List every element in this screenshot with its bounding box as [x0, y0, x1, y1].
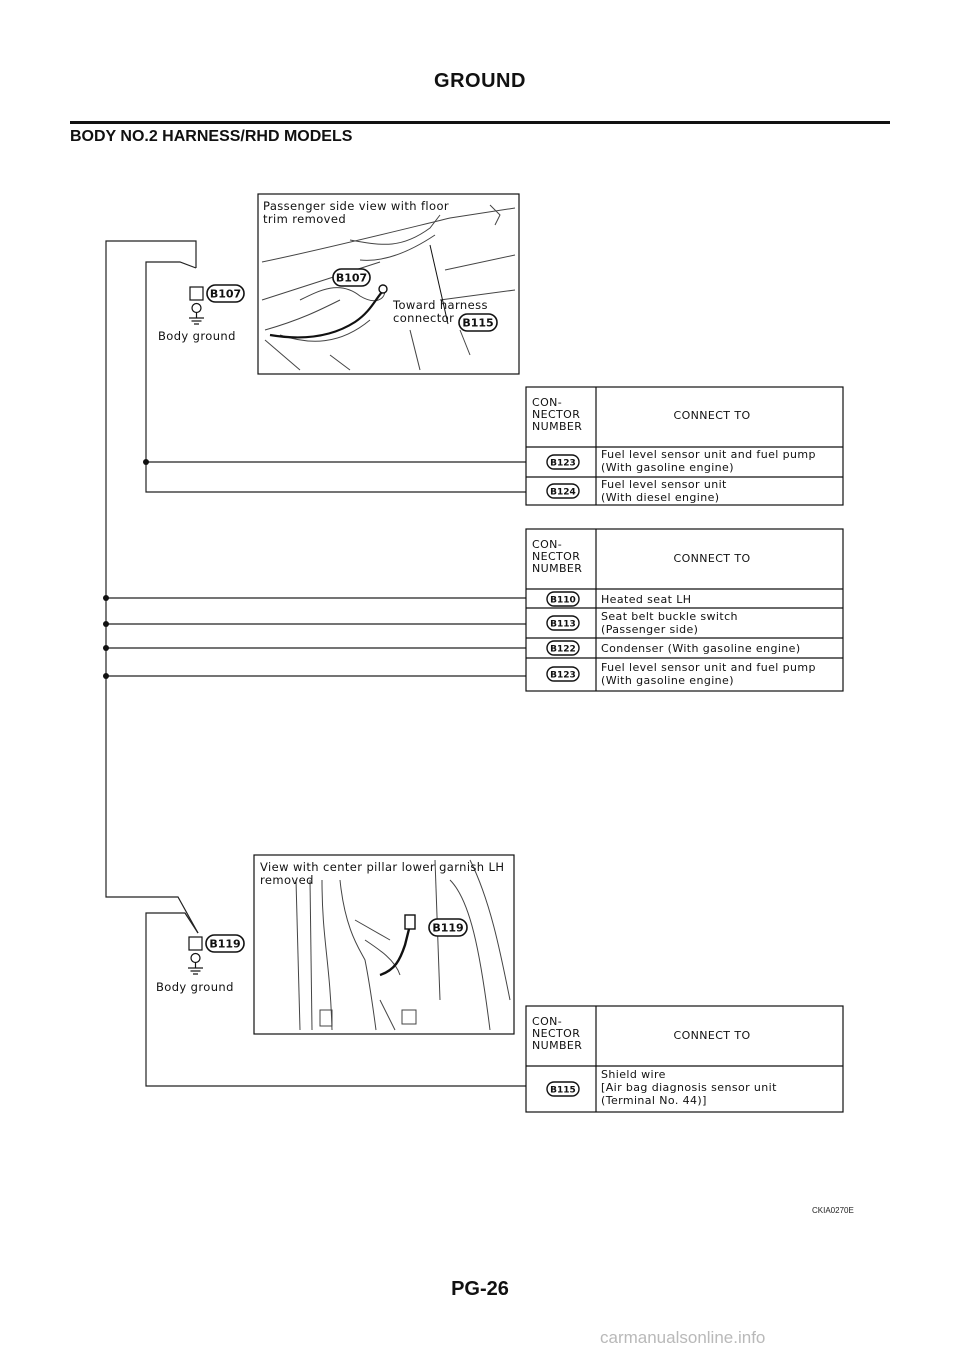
table2-row2-connector: B113 — [550, 619, 576, 630]
junction-dot — [103, 621, 109, 627]
table2-row4-line1: Fuel level sensor unit and fuel pump — [601, 661, 816, 674]
junction-dot — [103, 645, 109, 651]
watermark: carmanualsonline.info — [600, 1328, 766, 1347]
table1-hdr-nector: NECTOR — [532, 408, 581, 421]
table2-row4-connector: B123 — [550, 670, 576, 681]
table1-hdr-con: CON- — [532, 396, 563, 409]
table2-row3-connector: B122 — [550, 644, 576, 655]
connector-table-3 — [526, 1006, 843, 1112]
photo-callout-connector: connector — [393, 311, 455, 325]
ground-symbol-b119 — [188, 937, 203, 974]
table3-row1-line1: Shield wire — [601, 1068, 666, 1081]
table2-row4-line2: (With gasoline engine) — [601, 674, 734, 687]
section-title: BODY NO.2 HARNESS/RHD MODELS — [70, 128, 353, 145]
ground-symbol-b107 — [189, 287, 204, 324]
table2-hdr-con: CON- — [532, 538, 563, 551]
table2-hdr-number: NUMBER — [532, 562, 583, 575]
photo-caption-line2: trim removed — [263, 212, 347, 226]
photo2-caption-line1: View with center pillar lower garnish LH — [260, 860, 505, 874]
table1-row2-line2: (With diesel engine) — [601, 491, 720, 504]
svg-text:B107: B107 — [209, 287, 242, 301]
page-header-title: GROUND — [434, 70, 526, 92]
table2-row1-line1: Heated seat LH — [601, 593, 692, 606]
junction-dots — [103, 459, 149, 679]
table2-hdr-connect-to: CONNECT TO — [673, 552, 751, 565]
photo-callout-toward: Toward harness — [393, 298, 488, 312]
table3-hdr-nector: NECTOR — [532, 1027, 581, 1040]
table1-row2-line1: Fuel level sensor unit — [601, 478, 727, 491]
table2-row1-connector: B110 — [550, 595, 576, 606]
photo-passenger-side-view — [258, 194, 519, 374]
figure-id: CKIA0270E — [812, 1206, 854, 1215]
table1-row1-connector: B123 — [550, 458, 576, 469]
table3-hdr-number: NUMBER — [532, 1039, 583, 1052]
junction-dot — [103, 673, 109, 679]
table1-row2-connector: B124 — [550, 487, 576, 498]
junction-dot — [103, 595, 109, 601]
table2-row3-line1: Condenser (With gasoline engine) — [601, 642, 801, 655]
connector-badge-b119 — [206, 935, 244, 952]
table1-hdr-connect-to: CONNECT TO — [673, 409, 751, 422]
connector-table-2 — [526, 529, 843, 691]
connector-table-1 — [526, 387, 843, 505]
photo-callout-b107: B107 — [335, 271, 368, 285]
table1-row1-line2: (With gasoline engine) — [601, 461, 734, 474]
table2-hdr-nector: NECTOR — [532, 550, 581, 563]
page-number: PG-26 — [451, 1278, 509, 1300]
table1-row1-line1: Fuel level sensor unit and fuel pump — [601, 448, 816, 461]
junction-dot — [143, 459, 149, 465]
photo-caption-line1: Passenger side view with floor — [263, 199, 450, 213]
table3-row1-line2: [Air bag diagnosis sensor unit — [601, 1081, 777, 1094]
ground-label-b107: Body ground — [158, 329, 236, 343]
connector-badge-b107 — [207, 285, 244, 302]
table3-hdr-con: CON- — [532, 1015, 563, 1028]
photo2-callout-b119: B119 — [432, 921, 464, 935]
table3-row1-line3: (Terminal No. 44)] — [601, 1094, 707, 1107]
table3-row1-connector: B115 — [550, 1085, 576, 1096]
photo-center-pillar-view — [254, 855, 514, 1034]
svg-text:B119: B119 — [209, 937, 241, 951]
table3-hdr-connect-to: CONNECT TO — [673, 1029, 751, 1042]
table2-row2-line1: Seat belt buckle switch — [601, 610, 738, 623]
table1-hdr-number: NUMBER — [532, 420, 583, 433]
wire-main-trunk — [106, 241, 198, 933]
photo2-caption-line2: removed — [260, 873, 314, 887]
ground-label-b119: Body ground — [156, 980, 234, 994]
table2-row2-line2: (Passenger side) — [601, 623, 699, 636]
photo-callout-b115: B115 — [462, 316, 494, 330]
